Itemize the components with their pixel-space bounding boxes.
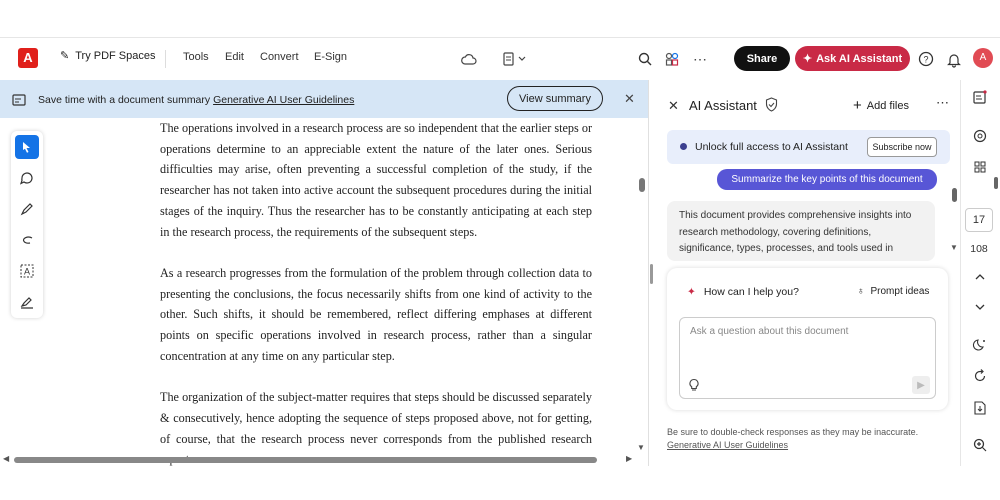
notifications-bell-icon[interactable] <box>944 49 964 69</box>
ai-sparkle-icon: ✦ <box>802 53 813 65</box>
zoom-in-icon[interactable] <box>967 434 993 456</box>
dark-mode-icon[interactable] <box>967 334 993 356</box>
disclaimer-guidelines-link[interactable]: Generative AI User Guidelines <box>667 440 789 450</box>
search-icon[interactable] <box>635 49 655 69</box>
document-paragraph: The operations involved in a research process are so independent that the earlier steps or operations determine to an appreciable extent the nature of the later ones. Serious difficulties may arise, often preventing a successful completion of the study, if the researcher has not taken into active account the subsequent procedures during the initial stages of the inquiry. Thus the researcher has to be constantly anticipating at each step in the research process, the requirements of the subsequent steps. <box>160 121 592 239</box>
rotate-icon[interactable] <box>967 365 993 387</box>
right-rail <box>960 80 1000 466</box>
pdf-spaces-icon: ✎ <box>60 50 70 62</box>
pdf-spaces-label: Try PDF Spaces <box>75 49 156 62</box>
plus-icon: + <box>853 97 862 114</box>
lightbulb-icon[interactable] <box>688 378 700 395</box>
send-icon[interactable]: ▶ <box>912 376 930 394</box>
rail-scrollbar[interactable] <box>994 177 998 189</box>
ai-response-bubble <box>667 201 935 261</box>
prompt-ideas-label: Prompt ideas <box>870 286 930 297</box>
unlock-banner <box>667 130 950 164</box>
add-files-button[interactable] <box>853 97 909 114</box>
svg-text:?: ? <box>923 54 929 65</box>
ai-response-text: This document provides comprehensive insights into research methodology, covering definitions, significance, types, processes, and tools used in <box>679 210 912 254</box>
document-menu-icon[interactable] <box>500 49 530 69</box>
prompt-ideas-button[interactable] <box>857 286 929 297</box>
apps-icon[interactable] <box>662 49 682 69</box>
scroll-down-arrow-icon[interactable]: ▼ <box>637 443 645 452</box>
menu-edit[interactable]: Edit <box>225 51 244 63</box>
avatar[interactable]: A <box>973 48 993 68</box>
more-options-icon[interactable]: ⋯ <box>936 95 949 110</box>
prompt-card <box>667 268 948 410</box>
comments-rail-icon[interactable] <box>967 125 993 147</box>
user-message-bubble: Summarize the key points of this document <box>717 169 937 190</box>
document-paragraph: The organization of the subject-matter requires that steps should be discussed separately & consecutively, hence adopting the sequence of steps proposed above, not for getting, of course, that the research process never corresponds from the published research <box>160 390 592 446</box>
shield-icon <box>765 97 778 112</box>
ask-question-input[interactable] <box>679 317 936 399</box>
current-page-input[interactable]: 17 <box>965 208 993 232</box>
ask-ai-assistant-label: Ask AI Assistant <box>816 52 903 65</box>
cloud-icon[interactable] <box>459 49 479 69</box>
pdf-spaces-button[interactable] <box>60 49 156 62</box>
toolbar-divider <box>165 50 166 68</box>
banner-close-icon[interactable]: ✕ <box>624 91 635 106</box>
menu-tools[interactable]: Tools <box>183 51 209 63</box>
previous-page-icon[interactable] <box>967 266 993 288</box>
scroll-left-arrow-icon[interactable]: ◀ <box>3 454 10 463</box>
menu-esign[interactable]: E-Sign <box>314 51 348 63</box>
document-horizontal-scrollbar[interactable] <box>14 457 597 463</box>
ai-panel-title: AI Assistant <box>689 98 757 113</box>
banner-guidelines-link[interactable]: Generative AI User Guidelines <box>213 94 355 106</box>
unlock-text: Unlock full access to AI Assistant <box>695 141 848 153</box>
add-files-label: Add files <box>866 99 909 112</box>
document-page[interactable] <box>160 118 592 454</box>
top-toolbar <box>0 37 1000 79</box>
comment-tool-icon[interactable] <box>15 166 39 190</box>
ask-ai-assistant-button[interactable] <box>795 46 910 71</box>
disclaimer-text: Be sure to double-check responses as they may be inaccurate. <box>667 427 919 437</box>
acrobat-logo[interactable]: A <box>18 48 38 68</box>
panel-divider <box>648 80 649 466</box>
summary-doc-icon <box>12 93 26 111</box>
summary-banner <box>0 80 648 118</box>
help-prompt <box>687 286 799 298</box>
left-toolbox <box>11 131 43 318</box>
document-vertical-scrollbar[interactable] <box>639 178 645 192</box>
document-paragraph: As a research progresses from the formulation of the problem through collection data to presenting the conclusions, the focus necessarily shifts from one kind of activity to the other. Such shifts, it should be remembered, reflect differing emphases at different points on specific operations involved in research process, rather than a singular concentration at any time on any particular step. <box>160 265 592 363</box>
more-options-icon[interactable]: ⋯ <box>693 50 707 67</box>
text-box-tool-icon[interactable] <box>15 259 39 283</box>
close-panel-icon[interactable]: ✕ <box>668 98 679 113</box>
view-summary-button[interactable]: View summary <box>507 86 603 111</box>
ai-assistant-panel <box>653 80 960 466</box>
svg-text:A: A <box>23 266 31 277</box>
ai-summary-rail-icon[interactable] <box>967 86 993 108</box>
signature-tool-icon[interactable] <box>15 290 39 314</box>
menu-convert[interactable]: Convert <box>260 51 299 63</box>
next-page-icon[interactable] <box>967 296 993 318</box>
chat-scroll-down-icon[interactable]: ▼ <box>950 243 958 252</box>
chat-scrollbar[interactable] <box>952 188 957 202</box>
draw-tool-icon[interactable] <box>15 197 39 221</box>
ask-question-placeholder: Ask a question about this document <box>690 326 849 337</box>
subscribe-button[interactable]: Subscribe now <box>867 137 937 157</box>
banner-text: Save time with a document summary <box>38 94 214 106</box>
page-thumbnails-icon[interactable] <box>967 156 993 178</box>
sparkle-icon: ✦ <box>687 286 696 298</box>
disclaimer <box>667 426 957 452</box>
idea-icon: ♁ <box>857 286 865 297</box>
banner-message <box>38 94 354 106</box>
page-extract-icon[interactable] <box>967 397 993 419</box>
freehand-tool-icon[interactable] <box>15 228 39 252</box>
share-button[interactable]: Share <box>734 46 790 71</box>
info-dot-icon <box>680 143 687 150</box>
select-tool-icon[interactable] <box>15 135 39 159</box>
scroll-right-arrow-icon[interactable]: ▶ <box>626 454 633 463</box>
help-icon[interactable] <box>916 49 936 69</box>
total-pages: 108 <box>970 243 988 255</box>
help-prompt-text: How can I help you? <box>703 286 799 298</box>
